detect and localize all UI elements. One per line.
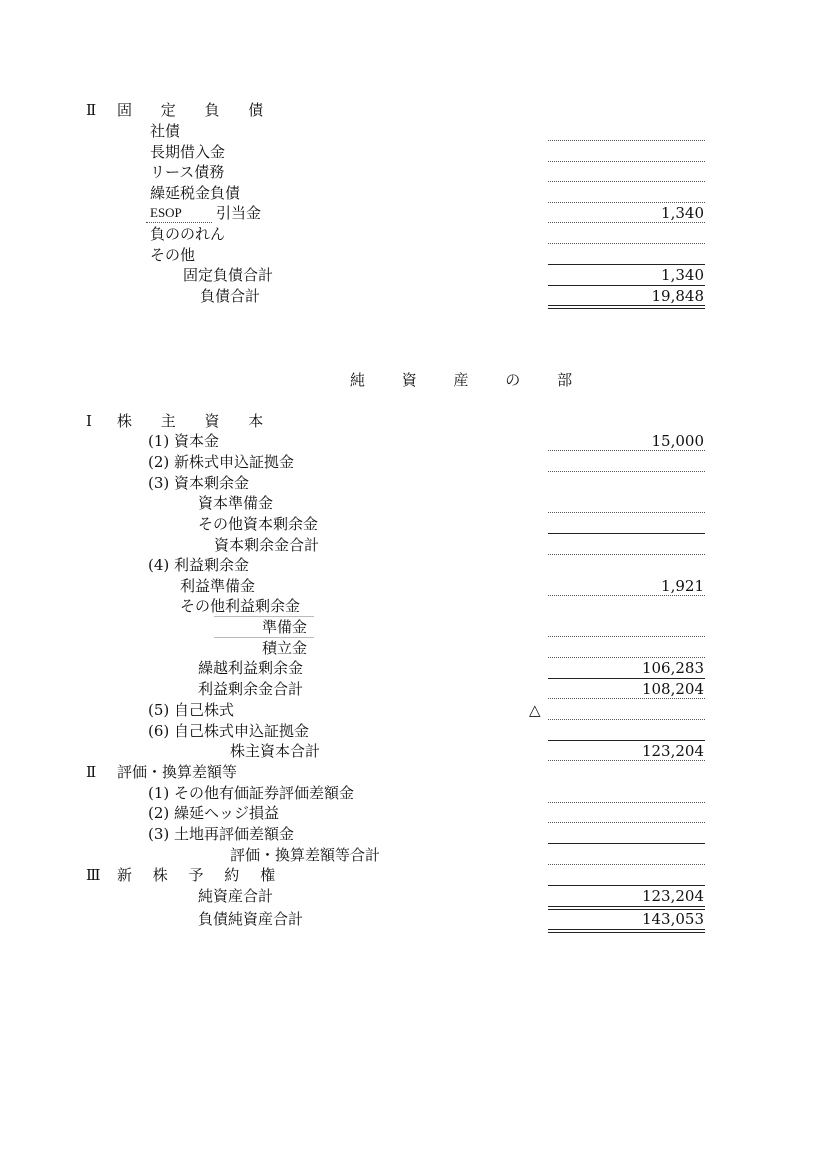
subscription-heading: 新 株 予 約 権 [117,866,284,884]
lease-obligations-label: リース債務 [150,163,225,181]
equity-total-value-line [548,760,705,761]
grand-total-label: 負債純資産合計 [198,910,304,928]
esop-reserve-value: 1,340 [661,204,704,222]
lease-obligations-value-line [548,181,705,182]
valuation-subtotal-rule [548,843,705,844]
securities-valuation-label: (1) その他有価証券評価差額金 [148,784,355,802]
valuation-heading: 評価・換算差額等 [117,763,238,781]
retained-earnings-total-value: 108,204 [641,680,704,698]
retained-earnings-total-label: 利益剰余金合計 [198,680,304,698]
new-share-deposit-value-line [548,471,705,472]
deferred-tax-liabilities-label: 繰延税金負債 [150,184,241,202]
equity-total-value: 123,204 [641,742,704,760]
esop-reserve-value-line [548,222,705,223]
fixed-liabilities-numeral: Ⅱ [86,101,97,119]
fixed-liabilities-total-value: 1,340 [661,266,704,284]
legal-reserve-label: 利益準備金 [180,577,256,595]
reserve-label: 準備金 [262,618,308,636]
legal-reserve-value: 1,921 [661,577,704,595]
retained-earnings-label: (4) 利益剰余金 [148,556,250,574]
equity-numeral: Ⅰ [86,412,92,430]
bonds-value-line [548,140,705,141]
accumulated-label: 積立金 [262,639,308,657]
long-term-loans-label: 長期借入金 [150,143,226,161]
treasury-stock-value-line [548,719,705,720]
capital-reserve-value-line [548,512,705,513]
equity-heading: 株 主 資 本 [117,412,276,430]
capital-stock-value: 15,000 [651,432,704,450]
capital-surplus-subtotal-rule [548,533,705,534]
capital-surplus-total-value-line [548,554,705,555]
valuation-numeral: Ⅱ [86,763,97,781]
deferred-hedge-label: (2) 繰延ヘッジ損益 [148,804,280,822]
capital-stock-label: (1) 資本金 [148,432,220,450]
bonds-label: 社債 [150,122,181,140]
long-term-loans-value-line [548,161,705,162]
negative-triangle-icon: △ [529,701,541,719]
esop-underline [146,222,212,223]
carried-forward-label: 繰越利益剰余金 [198,659,304,677]
liabilities-total-value: 19,848 [651,287,704,305]
land-revaluation-label: (3) 土地再評価差額金 [148,825,295,843]
grand-total-double-rule [548,929,705,933]
valuation-total-label: 評価・換算差額等合計 [230,846,381,864]
valuation-total-value-line [548,864,705,865]
new-share-deposit-label: (2) 新株式申込証拠金 [148,453,295,471]
net-assets-section-title: 純 資 産 の 部 [350,371,589,389]
securities-valuation-value-line [548,802,705,803]
liabilities-total-double-rule [548,305,705,309]
capital-surplus-total-label: 資本剰余金合計 [214,536,320,554]
other-liabilities-label: その他 [150,246,196,264]
fixed-liabilities-total-label: 固定負債合計 [183,266,274,284]
capital-reserve-label: 資本準備金 [198,494,274,512]
equity-total-label: 株主資本合計 [230,742,321,760]
other-retained-earnings-label: その他利益剰余金 [180,597,301,615]
retained-earnings-total-value-line [548,698,705,699]
esop-label: ESOP [150,205,182,220]
deferred-hedge-value-line [548,822,705,823]
liabilities-total-label: 負債合計 [200,287,261,305]
negative-goodwill-value-line [548,243,705,244]
treasury-stock-deposit-label: (6) 自己株式申込証拠金 [148,722,310,740]
capital-stock-value-line [548,450,705,451]
esop-reserve-label: 引当金 [216,204,262,222]
subscription-numeral: Ⅲ [86,866,101,884]
carried-forward-value: 106,283 [641,659,704,677]
reserve-value-line [548,636,705,637]
grand-total-value: 143,053 [641,910,704,928]
treasury-stock-label: (5) 自己株式 [148,701,235,719]
capital-surplus-label: (3) 資本剰余金 [148,474,250,492]
legal-reserve-value-line [548,595,705,596]
fixed-liabilities-heading: 固 定 負 債 [117,101,276,119]
other-capital-surplus-label: その他資本剰余金 [198,515,319,533]
negative-goodwill-label: 負ののれん [150,225,226,243]
net-assets-total-label: 純資産合計 [198,887,274,905]
net-assets-total-value: 123,204 [641,887,704,905]
